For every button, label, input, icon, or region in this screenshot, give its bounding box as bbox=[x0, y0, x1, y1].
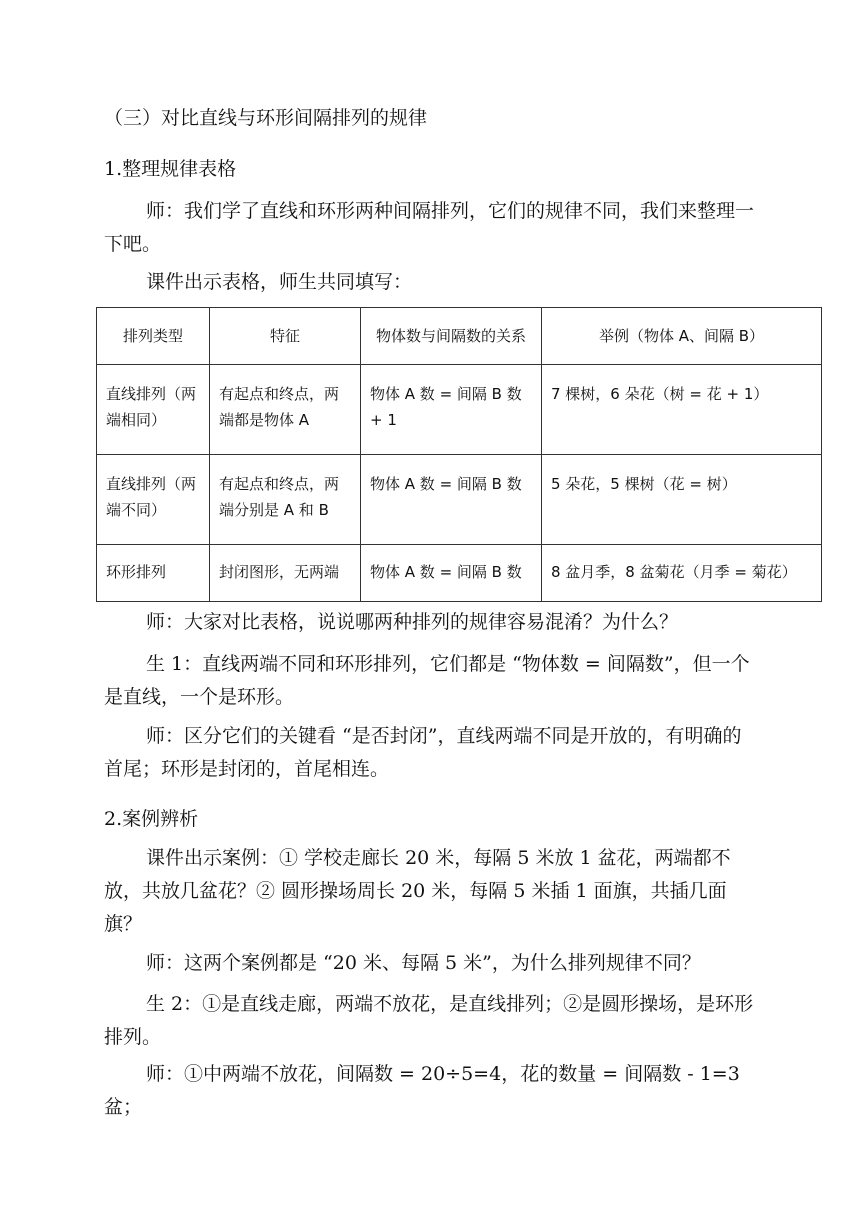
table-header-cell: 举例（物体 A、间隔 B） bbox=[542, 308, 822, 365]
table-row bbox=[97, 545, 822, 602]
paragraph-student-1: 生 1：直线两端不同和环形排列，它们都是 “物体数 = 间隔数”，但一个是直线，一个是环形。 bbox=[104, 653, 750, 708]
subsection-title-2: 2.案例辨析 bbox=[104, 808, 199, 830]
table-cell: 物体 A 数 = 间隔 B 数 bbox=[361, 455, 542, 545]
table-header-cell: 特征 bbox=[210, 308, 361, 365]
table-header-row bbox=[97, 308, 822, 365]
table-cell: 直线排列（两端相同） bbox=[97, 365, 210, 455]
paragraph-student-2: 生 2：①是直线走廊，两端不放花，是直线排列；②是圆形操场，是环形排列。 bbox=[104, 993, 754, 1048]
table-cell: 5 朵花，5 棵树（花 = 树） bbox=[542, 455, 822, 545]
table-cell: 有起点和终点，两端分别是 A 和 B bbox=[210, 455, 361, 545]
table-cell: 封闭图形，无两端 bbox=[210, 545, 361, 602]
paragraph-teacher-question: 师：大家对比表格，说说哪两种排列的规律容易混淆？为什么？ bbox=[146, 611, 679, 633]
table-cell: 环形排列 bbox=[97, 545, 210, 602]
section-title: （三）对比直线与环形间隔排列的规律 bbox=[104, 107, 428, 129]
paragraph-courseware-table: 课件出示表格，师生共同填写： bbox=[146, 271, 413, 293]
table-cell: 物体 A 数 = 间隔 B 数 bbox=[361, 545, 542, 602]
table-cell: 7 棵树，6 朵花（树 = 花 + 1） bbox=[542, 365, 822, 455]
table-cell: 直线排列（两端不同） bbox=[97, 455, 210, 545]
subsection-title-1: 1.整理规律表格 bbox=[104, 158, 237, 180]
paragraph-case-study: 课件出示案例：① 学校走廊长 20 米，每隔 5 米放 1 盆花，两端都不放，共放几盆花？② 圆形操场周长 20 米，每隔 5 米插 1 面旗，共插几面旗？ bbox=[104, 847, 731, 935]
paragraph-teacher-explain: 师：①中两端不放花，间隔数 = 20÷5=4，花的数量 = 间隔数 - 1=3 盆； bbox=[104, 1063, 740, 1118]
table-row bbox=[97, 365, 822, 455]
table-row bbox=[97, 455, 822, 545]
rules-table bbox=[96, 307, 822, 602]
table-header-cell: 排列类型 bbox=[97, 308, 210, 365]
table-cell: 有起点和终点，两端都是物体 A bbox=[210, 365, 361, 455]
paragraph-teacher-why: 师：这两个案例都是 “20 米、每隔 5 米”，为什么排列规律不同？ bbox=[146, 952, 701, 974]
table-cell: 8 盆月季，8 盆菊花（月季 = 菊花） bbox=[542, 545, 822, 602]
paragraph-teacher-intro: 师：我们学了直线和环形两种间隔排列，它们的规律不同，我们来整理一下吧。 bbox=[104, 200, 755, 255]
paragraph-teacher-key: 师：区分它们的关键看 “是否封闭”，直线两端不同是开放的，有明确的首尾；环形是封闭的，首尾相连。 bbox=[104, 725, 742, 780]
table-cell: 物体 A 数 = 间隔 B 数 + 1 bbox=[361, 365, 542, 455]
table-header-cell: 物体数与间隔数的关系 bbox=[361, 308, 542, 365]
